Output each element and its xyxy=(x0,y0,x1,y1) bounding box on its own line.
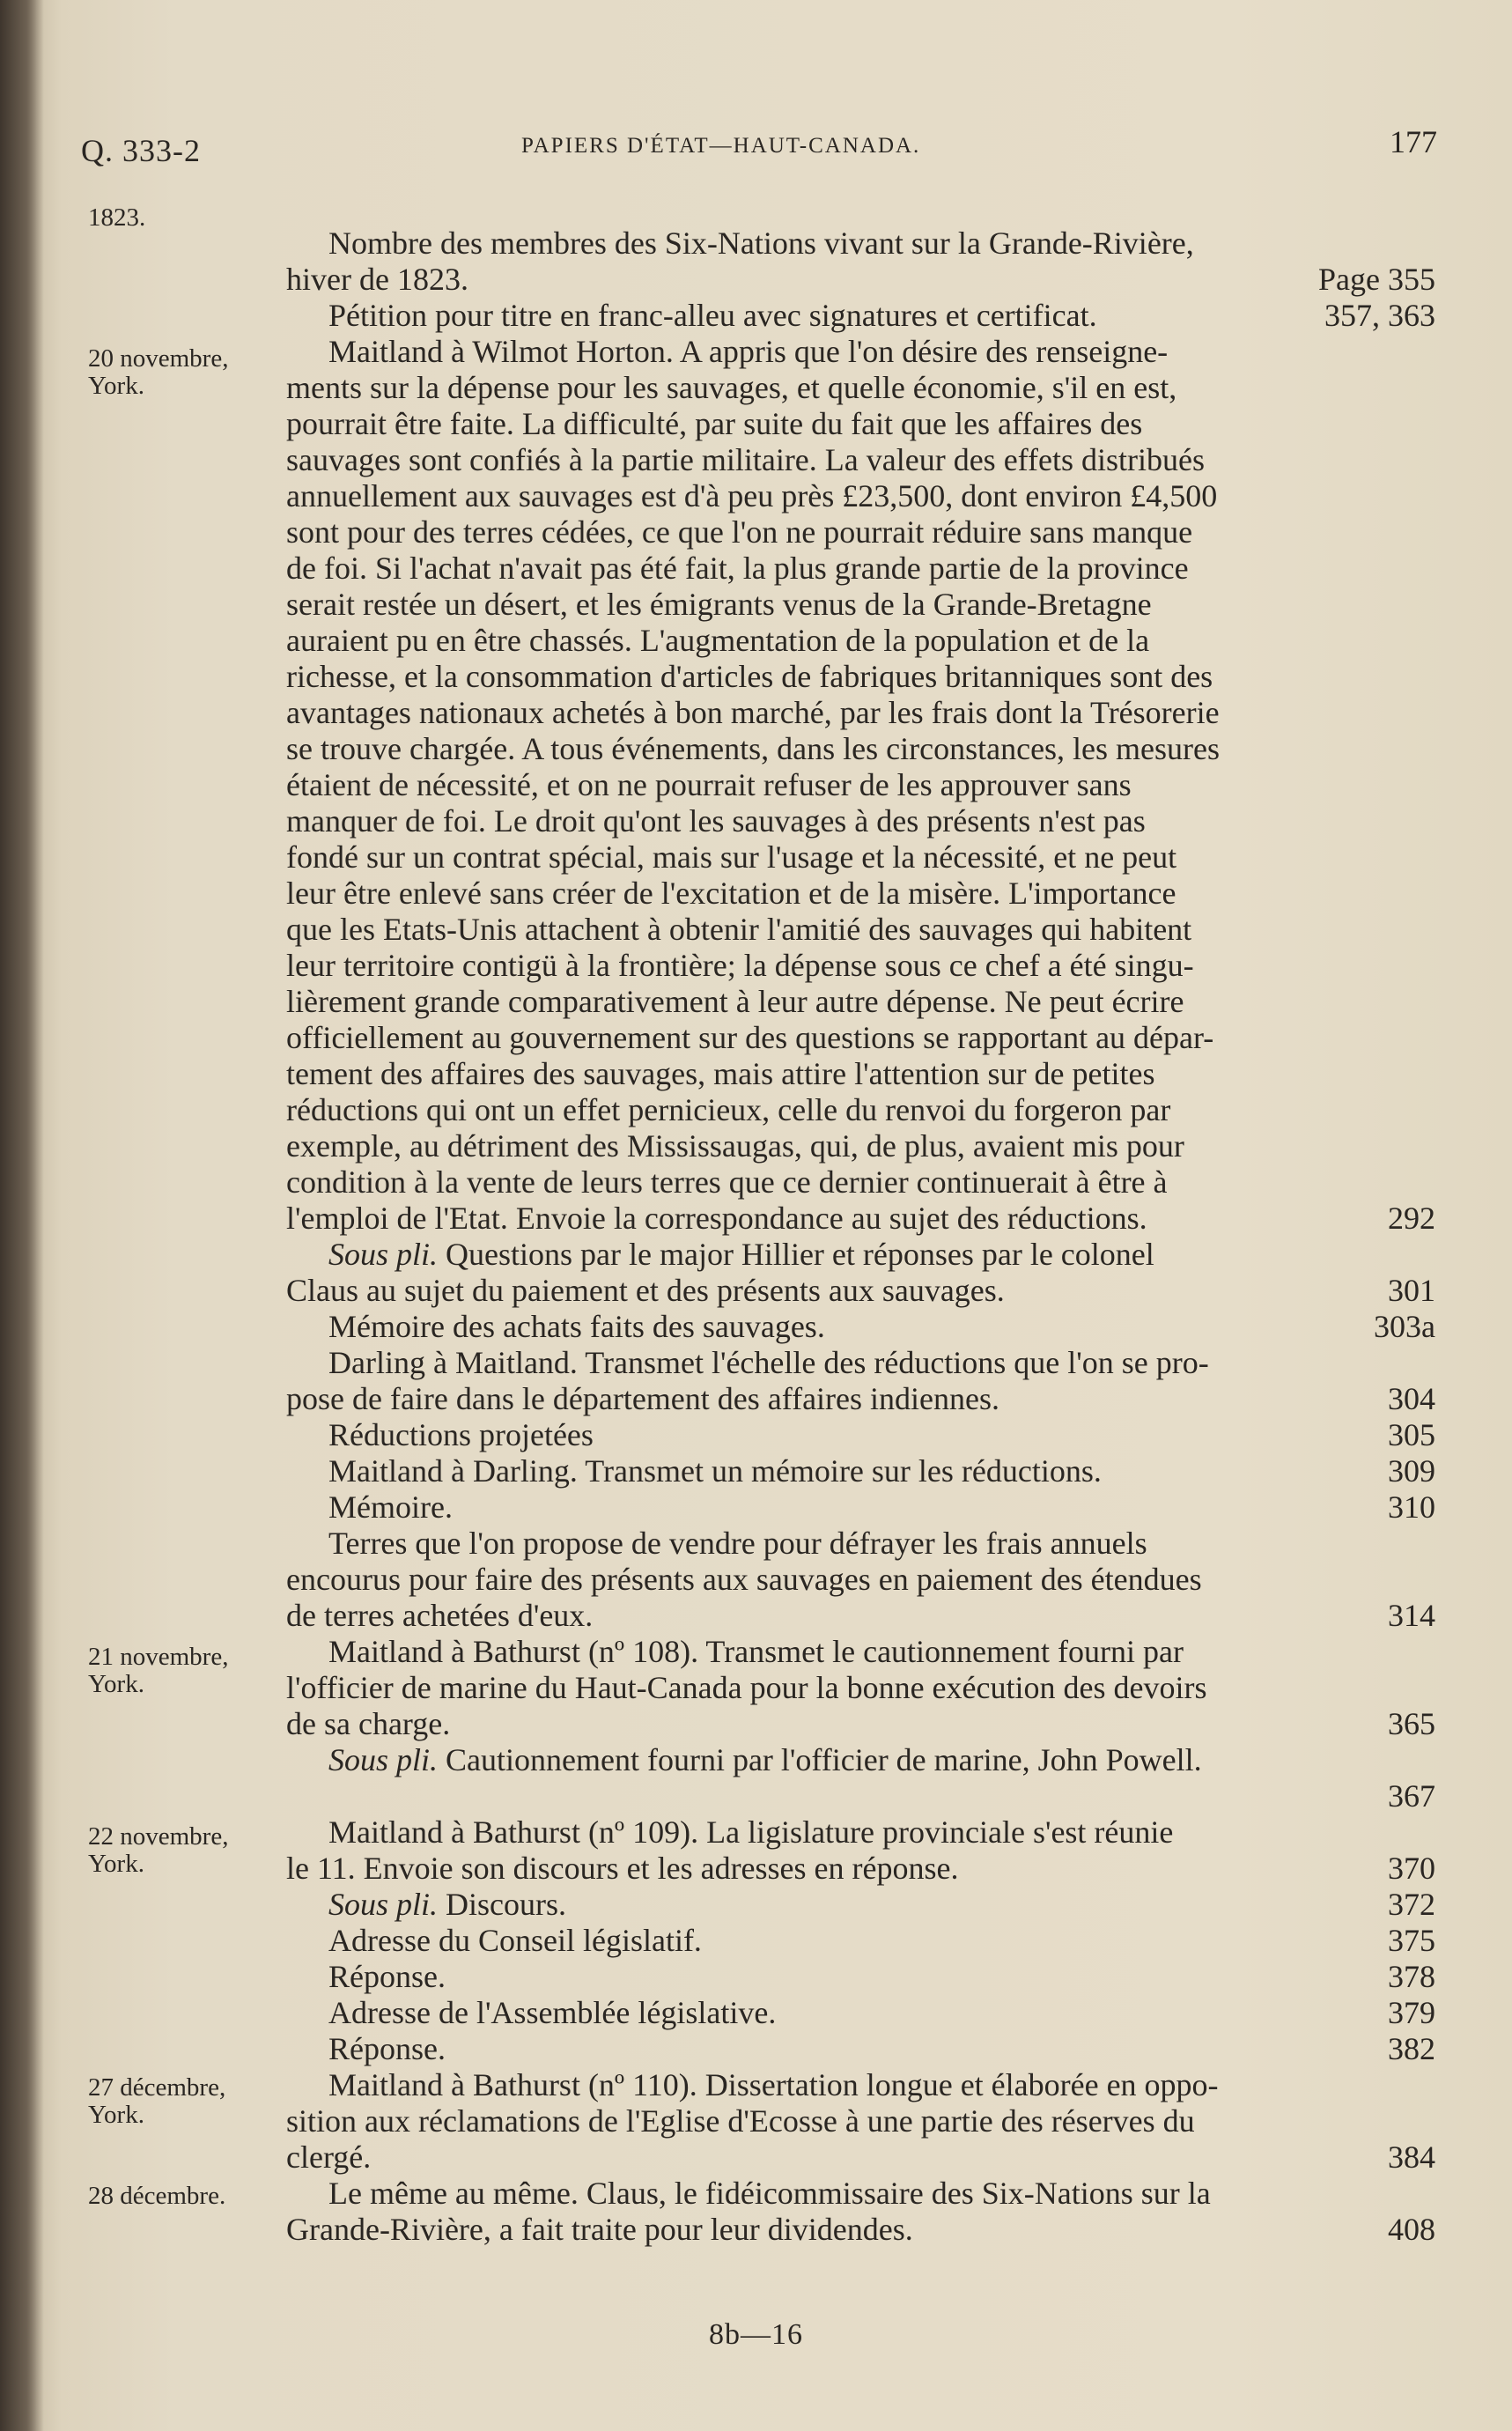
sous-pli-label: Sous pli. xyxy=(328,1887,439,1922)
entry-line: sauvages sont confiés à la partie militaire. La valeur des effets distribués xyxy=(286,442,1205,477)
page-ref: 314 xyxy=(1388,1598,1435,1633)
entry-line: Terres que l'on propose de vendre pour défrayer les frais annuels xyxy=(328,1526,1147,1561)
page-ref: 309 xyxy=(1388,1453,1435,1489)
entry-line xyxy=(286,1381,1435,1417)
entry-text: Mémoire des achats faits des sauvages. xyxy=(328,1309,825,1344)
page-header xyxy=(81,123,1437,176)
entry-text: Claus au sujet du paiement et des présents aux sauvages. xyxy=(286,1273,1005,1308)
entry-line: officiellement au gouvernement sur des questions se rapportant au dépar- xyxy=(286,1020,1214,1055)
body-text xyxy=(286,225,1435,2248)
entry-text: l'emploi de l'Etat. Envoie la correspondance au sujet des réductions. xyxy=(286,1201,1147,1236)
margin-date-3 xyxy=(88,1823,282,1878)
entry-line xyxy=(286,1453,1435,1489)
entry-line: leur être enlevé sans créer de l'excitation et de la misère. L'importance xyxy=(286,876,1176,911)
reference-number: Q. 333-2 xyxy=(81,133,201,168)
entry-line: lièrement grande comparativement à leur autre dépense. Ne peut écrire xyxy=(286,984,1184,1019)
page-ref: 301 xyxy=(1388,1273,1435,1308)
entry-line xyxy=(286,1417,1435,1453)
page-number: 177 xyxy=(1390,124,1437,159)
entry-line: encourus pour faire des présents aux sauvages en paiement des étendues xyxy=(286,1562,1202,1597)
entry-line: Maitland à Bathurst (nº 110). Dissertation longue et élaborée en oppo- xyxy=(328,2067,1219,2102)
entry-text: Réponse. xyxy=(328,2031,446,2066)
margin-date-5: 28 décembre. xyxy=(88,2182,226,2210)
margin-date-1 xyxy=(88,345,282,400)
entry-line: que les Etats-Unis attachent à obtenir l'amitié des sauvages qui habitent xyxy=(286,912,1192,947)
entry-line: Maitland à Wilmot Horton. A appris que l'on désire des renseigne- xyxy=(328,334,1169,369)
entry-line xyxy=(286,1995,1435,2031)
entry-text: de sa charge. xyxy=(286,1706,451,1741)
margin-date-2-place: York. xyxy=(88,1670,144,1698)
entry-line xyxy=(286,298,1435,334)
page-ref: 310 xyxy=(1388,1489,1435,1525)
book-spine-shadow xyxy=(0,0,44,2431)
signature-mark: 8b—16 xyxy=(709,2318,803,2351)
entry-line: réductions qui ont un effet pernicieux, celle du renvoi du forgeron par xyxy=(286,1092,1171,1127)
entry-line: Le même au même. Claus, le fidéicommissaire des Six-Nations sur la xyxy=(328,2176,1211,2211)
entry-line: leur territoire contigü à la frontière; la dépense sous ce chef a été singu- xyxy=(286,948,1194,983)
entry-text: Pétition pour titre en franc-alleu avec signatures et certificat. xyxy=(328,298,1097,333)
entry-text: Mémoire. xyxy=(328,1489,453,1525)
entry-text: Adresse de l'Assemblée législative. xyxy=(328,1995,777,2030)
entry-line: auraient pu en être chassés. L'augmentation de la population et de la xyxy=(286,623,1150,658)
sous-pli-label: Sous pli. xyxy=(328,1742,439,1777)
page-ref: 375 xyxy=(1388,1923,1435,1958)
entry-line xyxy=(286,1489,1435,1526)
entry-line xyxy=(286,1923,1435,1959)
page-ref: 292 xyxy=(1388,1201,1435,1236)
entry-line xyxy=(286,1851,1435,1887)
page-ref: 408 xyxy=(1388,2212,1435,2247)
page-ref: 367 xyxy=(1388,1778,1435,1814)
entry-line: Maitland à Bathurst (nº 109). La ligislature provinciale s'est réunie xyxy=(328,1814,1174,1850)
entry-line xyxy=(286,2212,1435,2248)
entry-line: sont pour des terres cédées, ce que l'on ne pourrait réduire sans manque xyxy=(286,514,1193,550)
margin-date-1-place: York. xyxy=(88,372,144,400)
page-ref: 304 xyxy=(1388,1381,1435,1416)
entry-line: annuellement aux sauvages est d'à peu près £23,500, dont environ £4,500 xyxy=(286,478,1218,514)
margin-date-2-day: 21 novembre, xyxy=(88,1643,229,1671)
margin-date-4-day: 27 décembre, xyxy=(88,2073,226,2102)
entry-line: ments sur la dépense pour les sauvages, et quelle économie, s'il en est, xyxy=(286,370,1177,405)
sous-pli-label: Sous pli. xyxy=(328,1237,439,1272)
margin-date-4-place: York. xyxy=(88,2101,144,2129)
entry-line xyxy=(286,1778,1435,1814)
margin-date-3-place: York. xyxy=(88,1850,144,1878)
entry-text: le 11. Envoie son discours et les adresses en réponse. xyxy=(286,1851,959,1886)
page-ref: 303a xyxy=(1374,1309,1435,1344)
entry-line xyxy=(286,2031,1435,2067)
entry-line: Darling à Maitland. Transmet l'échelle des réductions que l'on se pro- xyxy=(328,1345,1209,1380)
margin-year: 1823. xyxy=(88,203,146,232)
entry-line xyxy=(286,1598,1435,1634)
margin-date-3-day: 22 novembre, xyxy=(88,1822,229,1851)
entry-line: fondé sur un contrat spécial, mais sur l'usage et la nécessité, et ne peut xyxy=(286,839,1177,875)
page-ref: 372 xyxy=(1388,1887,1435,1922)
entry-text: clergé. xyxy=(286,2139,372,2175)
entry-line: Nombre des membres des Six-Nations vivant sur la Grande-Rivière, xyxy=(328,225,1194,261)
running-title: PAPIERS D'ÉTAT—HAUT-CANADA. xyxy=(521,134,921,158)
entry-text: Discours. xyxy=(438,1887,567,1922)
entry-line: avantages nationaux achetés à bon marché, par les frais dont la Trésorerie xyxy=(286,695,1220,730)
entry-line: sition aux réclamations de l'Eglise d'Ecosse à une partie des réserves du xyxy=(286,2103,1195,2139)
page-ref: Page 355 xyxy=(1318,262,1435,297)
margin-date-1-day: 20 novembre, xyxy=(88,344,229,373)
entry-line xyxy=(286,262,1435,298)
entry-line xyxy=(286,1273,1435,1309)
entry-text: Grande-Rivière, a fait traite pour leur dividendes. xyxy=(286,2212,913,2247)
entry-line xyxy=(286,1706,1435,1742)
page-ref: 382 xyxy=(1388,2031,1435,2066)
entry-line: étaient de nécessité, et on ne pourrait refuser de les approuver sans xyxy=(286,767,1132,802)
page-ref: 370 xyxy=(1388,1851,1435,1886)
page-ref: 357, 363 xyxy=(1324,298,1435,333)
margin-date-4 xyxy=(88,2074,282,2129)
entry-line xyxy=(286,1959,1435,1995)
entry-text: Cautionnement fourni par l'officier de marine, John Powell. xyxy=(438,1742,1202,1777)
page-ref: 305 xyxy=(1388,1417,1435,1452)
entry-text: de terres achetées d'eux. xyxy=(286,1598,594,1633)
entry-line: pourrait être faite. La difficulté, par suite du fait que les affaires des xyxy=(286,406,1143,441)
entry-line: condition à la vente de leurs terres que ce dernier continuerait à être à xyxy=(286,1164,1168,1200)
entry-line: serait restée un désert, et les émigrants venus de la Grande-Bretagne xyxy=(286,587,1152,622)
entry-text: hiver de 1823. xyxy=(286,262,468,297)
entry-line xyxy=(286,1742,1435,1778)
entry-line xyxy=(286,2139,1435,2176)
entry-line: de foi. Si l'achat n'avait pas été fait, la plus grande partie de la province xyxy=(286,550,1189,586)
entry-line xyxy=(286,1887,1435,1923)
margin-date-2 xyxy=(88,1644,282,1698)
entry-line: exemple, au détriment des Mississaugas, qui, de plus, avaient mis pour xyxy=(286,1128,1184,1164)
entry-line: Maitland à Bathurst (nº 108). Transmet le cautionnement fourni par xyxy=(328,1634,1184,1669)
entry-line: l'officier de marine du Haut-Canada pour la bonne exécution des devoirs xyxy=(286,1670,1207,1705)
entry-line: richesse, et la consommation d'articles de fabriques britanniques sont des xyxy=(286,659,1213,694)
entry-line xyxy=(286,1237,1435,1273)
entry-text: Adresse du Conseil législatif. xyxy=(328,1923,702,1958)
entry-line: tement des affaires des sauvages, mais attire l'attention sur de petites xyxy=(286,1056,1155,1091)
entry-line xyxy=(286,1309,1435,1345)
entry-line: se trouve chargée. A tous événements, dans les circonstances, les mesures xyxy=(286,731,1221,766)
entry-text: pose de faire dans le département des affaires indiennes. xyxy=(286,1381,999,1416)
entry-line xyxy=(286,1201,1435,1237)
page-ref: 378 xyxy=(1388,1959,1435,1994)
entry-text: Réductions projetées xyxy=(328,1417,594,1452)
entry-text: Réponse. xyxy=(328,1959,446,1994)
entry-text: Maitland à Darling. Transmet un mémoire sur les réductions. xyxy=(328,1453,1102,1489)
entry-text: Questions par le major Hillier et réponses par le colonel xyxy=(438,1237,1154,1272)
page-ref: 384 xyxy=(1388,2139,1435,2175)
page-ref: 379 xyxy=(1388,1995,1435,2030)
page-ref: 365 xyxy=(1388,1706,1435,1741)
entry-line: manquer de foi. Le droit qu'ont les sauvages à des présents n'est pas xyxy=(286,803,1146,839)
